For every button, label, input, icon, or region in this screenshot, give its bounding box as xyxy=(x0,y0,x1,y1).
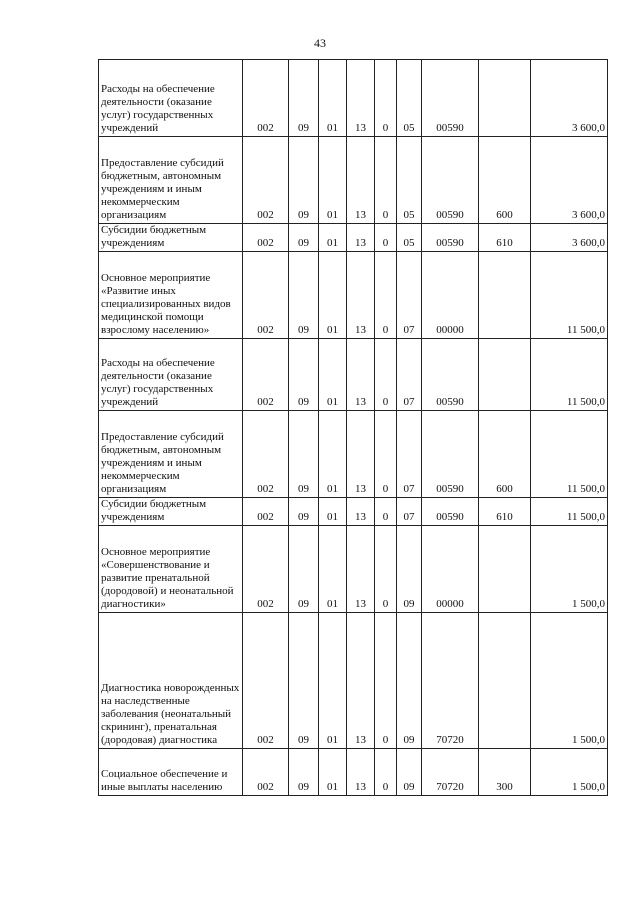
subprogram-code: 0 xyxy=(375,749,397,796)
event-code: 09 xyxy=(397,613,422,749)
direction-code: 00590 xyxy=(422,224,479,252)
direction-code: 00590 xyxy=(422,498,479,526)
direction-code: 00590 xyxy=(422,339,479,411)
page-number: 43 xyxy=(314,36,326,50)
event-code: 07 xyxy=(397,498,422,526)
amount: 3 600,0 xyxy=(531,60,608,137)
ved-code: 002 xyxy=(243,526,289,613)
amount: 11 500,0 xyxy=(531,339,608,411)
subsection-code: 01 xyxy=(319,749,347,796)
row-name: Субсидии бюджетным учреждениям xyxy=(99,224,243,252)
section-code: 09 xyxy=(289,137,319,224)
subprogram-code: 0 xyxy=(375,613,397,749)
event-code: 05 xyxy=(397,60,422,137)
subsection-code: 01 xyxy=(319,224,347,252)
subprogram-code: 0 xyxy=(375,339,397,411)
event-code: 05 xyxy=(397,137,422,224)
direction-code: 00590 xyxy=(422,411,479,498)
program-code: 13 xyxy=(347,224,375,252)
ved-code: 002 xyxy=(243,411,289,498)
expense-type-code: 300 xyxy=(479,749,531,796)
event-code: 09 xyxy=(397,749,422,796)
expense-type-code xyxy=(479,60,531,137)
section-code: 09 xyxy=(289,60,319,137)
subprogram-code: 0 xyxy=(375,224,397,252)
subsection-code: 01 xyxy=(319,498,347,526)
subprogram-code: 0 xyxy=(375,526,397,613)
table-row xyxy=(99,137,608,224)
program-code: 13 xyxy=(347,526,375,613)
row-name: Расходы на обеспечение деятельности (оказание услуг) государственных учреждений xyxy=(99,60,243,137)
subprogram-code: 0 xyxy=(375,252,397,339)
row-name: Предоставление субсидий бюджетным, автономным учреждениям и иным некоммерческим организациям xyxy=(99,411,243,498)
table-row xyxy=(99,339,608,411)
ved-code: 002 xyxy=(243,749,289,796)
section-code: 09 xyxy=(289,224,319,252)
table-row xyxy=(99,252,608,339)
row-name: Основное мероприятие «Совершенствование и развитие пренатальной (дородовой) и неонатальной диагностики» xyxy=(99,526,243,613)
ved-code: 002 xyxy=(243,252,289,339)
section-code: 09 xyxy=(289,526,319,613)
row-name: Предоставление субсидий бюджетным, автономным учреждениям и иным некоммерческим организациям xyxy=(99,137,243,224)
subsection-code: 01 xyxy=(319,613,347,749)
section-code: 09 xyxy=(289,498,319,526)
ved-code: 002 xyxy=(243,60,289,137)
budget-table xyxy=(98,59,608,796)
program-code: 13 xyxy=(347,60,375,137)
ved-code: 002 xyxy=(243,498,289,526)
event-code: 09 xyxy=(397,526,422,613)
ved-code: 002 xyxy=(243,224,289,252)
subsection-code: 01 xyxy=(319,60,347,137)
row-name: Расходы на обеспечение деятельности (оказание услуг) государственных учреждений xyxy=(99,339,243,411)
program-code: 13 xyxy=(347,411,375,498)
expense-type-code xyxy=(479,339,531,411)
row-name: Субсидии бюджетным учреждениям xyxy=(99,498,243,526)
amount: 1 500,0 xyxy=(531,526,608,613)
row-name: Основное мероприятие «Развитие иных специализированных видов медицинской помощи взрослому населению» xyxy=(99,252,243,339)
section-code: 09 xyxy=(289,339,319,411)
subprogram-code: 0 xyxy=(375,137,397,224)
table-row xyxy=(99,411,608,498)
expense-type-code: 610 xyxy=(479,224,531,252)
direction-code: 00590 xyxy=(422,137,479,224)
table-row xyxy=(99,613,608,749)
program-code: 13 xyxy=(347,498,375,526)
section-code: 09 xyxy=(289,613,319,749)
row-name: Диагностика новорожденных на наследственные заболевания (неонатальный скрининг), пренатальная (дородовая) диагностика xyxy=(99,613,243,749)
section-code: 09 xyxy=(289,411,319,498)
expense-type-code: 600 xyxy=(479,411,531,498)
direction-code: 00000 xyxy=(422,252,479,339)
direction-code: 70720 xyxy=(422,613,479,749)
subsection-code: 01 xyxy=(319,339,347,411)
subprogram-code: 0 xyxy=(375,411,397,498)
subprogram-code: 0 xyxy=(375,60,397,137)
event-code: 05 xyxy=(397,224,422,252)
subprogram-code: 0 xyxy=(375,498,397,526)
table-row xyxy=(99,224,608,252)
table-row xyxy=(99,498,608,526)
program-code: 13 xyxy=(347,252,375,339)
subsection-code: 01 xyxy=(319,526,347,613)
subsection-code: 01 xyxy=(319,411,347,498)
expense-type-code xyxy=(479,252,531,339)
expense-type-code: 610 xyxy=(479,498,531,526)
table-row xyxy=(99,526,608,613)
amount: 3 600,0 xyxy=(531,224,608,252)
amount: 3 600,0 xyxy=(531,137,608,224)
amount: 1 500,0 xyxy=(531,613,608,749)
direction-code: 70720 xyxy=(422,749,479,796)
direction-code: 00000 xyxy=(422,526,479,613)
amount: 11 500,0 xyxy=(531,411,608,498)
ved-code: 002 xyxy=(243,339,289,411)
amount: 1 500,0 xyxy=(531,749,608,796)
event-code: 07 xyxy=(397,411,422,498)
event-code: 07 xyxy=(397,339,422,411)
program-code: 13 xyxy=(347,613,375,749)
event-code: 07 xyxy=(397,252,422,339)
ved-code: 002 xyxy=(243,613,289,749)
expense-type-code xyxy=(479,613,531,749)
expense-type-code: 600 xyxy=(479,137,531,224)
expense-type-code xyxy=(479,526,531,613)
amount: 11 500,0 xyxy=(531,498,608,526)
table-row xyxy=(99,60,608,137)
section-code: 09 xyxy=(289,749,319,796)
direction-code: 00590 xyxy=(422,60,479,137)
program-code: 13 xyxy=(347,137,375,224)
program-code: 13 xyxy=(347,339,375,411)
ved-code: 002 xyxy=(243,137,289,224)
section-code: 09 xyxy=(289,252,319,339)
amount: 11 500,0 xyxy=(531,252,608,339)
row-name: Социальное обеспечение и иные выплаты населению xyxy=(99,749,243,796)
subsection-code: 01 xyxy=(319,137,347,224)
subsection-code: 01 xyxy=(319,252,347,339)
table-row xyxy=(99,749,608,796)
program-code: 13 xyxy=(347,749,375,796)
